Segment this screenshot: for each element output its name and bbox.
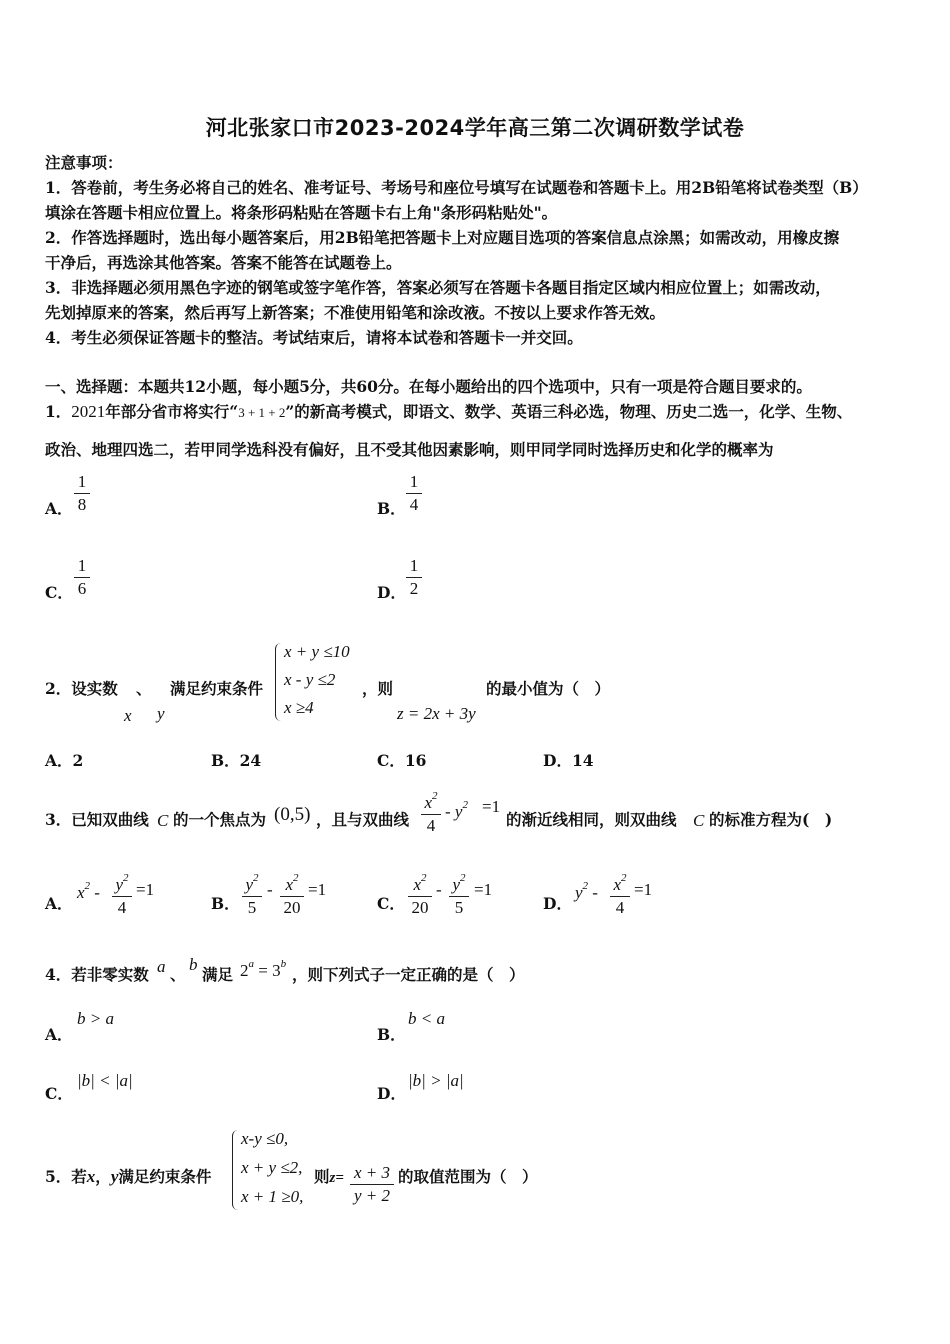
- q4-equation: $2^a = 3^b$: [240, 958, 287, 980]
- q3-prefix: 3．已知双曲线: [45, 810, 149, 829]
- section-heading: 一、选择题：本题共12小题，每小题5分，共60分。在每小题给出的四个选项中，只有一项是符合题目要求的。: [45, 377, 812, 396]
- q2-mid: 满足约束条件: [170, 679, 264, 698]
- notice-line-6: 先划掉原来的答案，然后再写上新答案；不准使用铅笔和涂改液。不按以上要求作答无效。: [45, 303, 666, 322]
- q3-hyperbola-equals: =1: [482, 797, 501, 816]
- q4-option-a-value: b > a: [77, 1009, 114, 1028]
- q2-prefix: 2．设实数: [45, 679, 118, 698]
- q1-text-1: 年部分省市将实行“: [105, 402, 239, 421]
- q1-option-b-fraction: 1 4: [406, 472, 422, 515]
- q4-option-d-value: |b| > |a|: [408, 1071, 464, 1090]
- q1-number: 1．: [45, 402, 72, 421]
- q3-option-d-label: D．: [543, 894, 572, 913]
- q2-then: ，则: [362, 679, 394, 698]
- q4-option-c-value: |b| < |a|: [77, 1071, 133, 1090]
- q3-focus-point: (0,5): [274, 804, 311, 825]
- q3-option-c-label: C．: [377, 894, 405, 913]
- page-title: 河北张家口市2023-2024学年高三第二次调研数学试卷: [205, 116, 745, 140]
- q1-option-b-label: B．: [377, 499, 406, 518]
- q5-objective-fraction: x + 3 y + 2: [350, 1163, 394, 1206]
- q3-option-a-equals: =1: [136, 880, 155, 899]
- q3-option-c-fraction-2: $y^2$ 5: [449, 868, 469, 918]
- q3-option-d-fraction: $x^2$ 4: [610, 868, 630, 918]
- q3-option-b-equals: =1: [308, 880, 327, 899]
- q3-option-d-term: $y^2$ -: [575, 880, 598, 902]
- q4-option-a-label: A．: [45, 1025, 73, 1044]
- q2-option-a: A．2: [45, 751, 84, 770]
- q3-hyperbola-rest: - $y^2$: [445, 799, 468, 821]
- q5-then: 则z=: [314, 1167, 344, 1186]
- q2-constraint-3: x ≥4: [284, 698, 314, 717]
- q4-var-b: b: [189, 955, 198, 974]
- q3-option-d-equals: =1: [634, 880, 653, 899]
- q3-option-c-minus: -: [436, 880, 442, 899]
- q2-var-x: x: [124, 706, 132, 725]
- q3-text-1: 的一个焦点为: [173, 810, 267, 829]
- q4-mid: 满足: [202, 965, 234, 984]
- q1-option-a-label: A．: [45, 499, 73, 518]
- question-5: 5．若x，y满足约束条件: [45, 1167, 212, 1186]
- notice-line-1: 1．答卷前，考生务必将自己的姓名、准考证号、考场号和座位号填写在试题卷和答题卡上。用2B铅笔将试卷类型（B）: [45, 178, 868, 197]
- q1-year: 2021: [71, 402, 106, 421]
- q2-var-y: y: [157, 704, 165, 723]
- q4-option-b-value: b < a: [408, 1009, 445, 1028]
- q5-constraint-2: x + y ≤2,: [241, 1158, 303, 1177]
- q2-objective: z = 2x + 3y: [397, 704, 476, 723]
- q3-option-c-fraction-1: $x^2$ 20: [408, 868, 432, 918]
- notice-line-4: 干净后，再选涂其他答案。答案不能答在试题卷上。: [45, 253, 402, 272]
- q1-option-d-fraction: 1 2: [406, 556, 422, 599]
- q3-text-3: 的渐近线相同，则双曲线: [506, 810, 677, 829]
- q3-curve-c: C: [157, 811, 169, 830]
- q3-curve-c-2: C: [693, 811, 705, 830]
- q1-mode: 3 + 1 + 2: [238, 405, 286, 420]
- q2-option-c: C．16: [377, 751, 427, 770]
- notice-line-2: 填涂在答题卡相应位置上。将条形码粘贴在答题卡右上角"条形码粘贴处"。: [45, 203, 558, 222]
- q2-option-d: D．14: [543, 751, 594, 770]
- q5-constraint-1: x-y ≤0,: [241, 1129, 289, 1148]
- q1-option-d-label: D．: [377, 583, 406, 602]
- q1-option-c-label: C．: [45, 583, 73, 602]
- notice-line-7: 4．考生必须保证答题卡的整洁。考试结束后，请将本试卷和答题卡一并交回。: [45, 328, 583, 347]
- q3-option-c-equals: =1: [474, 880, 493, 899]
- q2-constraint-brace: [275, 643, 282, 721]
- q2-constraint-1: x + y ≤10: [284, 642, 350, 661]
- q4-option-d-label: D．: [377, 1084, 406, 1103]
- q4-prefix: 4．若非零实数: [45, 965, 149, 984]
- q2-option-b: B．24: [211, 751, 262, 770]
- question-1: [45, 400, 852, 422]
- q3-option-b-fraction-2: $x^2$ 20: [280, 868, 304, 918]
- notice-heading: 注意事项：: [45, 153, 123, 172]
- q3-option-b-label: B．: [211, 894, 240, 913]
- q3-text-2: ，且与双曲线: [316, 810, 410, 829]
- q5-constraint-brace: [232, 1130, 239, 1210]
- notice-line-5: 3．非选择题必须用黑色字迹的钢笔或签字笔作答，答案必须写在答题卡各题目指定区域内相应位置上；如需改动，: [45, 278, 831, 297]
- q5-suffix: 的取值范围为（ ）: [398, 1167, 538, 1186]
- q1-text-2: ”的新高考模式，即语文、数学、英语三科必选，物理、历史二选一，化学、生物、: [285, 402, 853, 421]
- q3-option-b-fraction-1: $y^2$ 5: [242, 868, 262, 918]
- q4-var-a: a: [157, 957, 166, 976]
- q2-separator: 、: [136, 679, 152, 698]
- q5-constraint-3: x + 1 ≥0,: [241, 1187, 304, 1206]
- notice-line-3: 2．作答选择题时，选出每小题答案后，用2B铅笔把答题卡上对应题目选项的答案信息点涂黑；如需改动，用橡皮擦: [45, 228, 840, 247]
- q3-option-a-fraction: $y^2$ 4: [112, 868, 132, 918]
- q1-option-a-fraction: 1 8: [74, 472, 90, 515]
- q1-line-2: 政治、地理四选二，若甲同学选科没有偏好，且不受其他因素影响，则甲同学同时选择历史和化学的概率为: [45, 440, 774, 459]
- q2-suffix: 的最小值为（ ）: [486, 679, 611, 698]
- q4-option-c-label: C．: [45, 1084, 73, 1103]
- q3-hyperbola-fraction: $x^2$ 4: [421, 786, 441, 836]
- q4-separator: 、: [170, 965, 186, 984]
- q1-option-c-fraction: 1 6: [74, 556, 90, 599]
- q3-option-a-term: $x^2$ -: [77, 880, 100, 902]
- q3-option-a-label: A．: [45, 894, 73, 913]
- q2-constraint-2: x - y ≤2: [284, 670, 336, 689]
- q4-option-b-label: B．: [377, 1025, 406, 1044]
- q3-text-4: 的标准方程为( ): [709, 810, 833, 829]
- q4-suffix: ，则下列式子一定正确的是（ ）: [292, 965, 525, 984]
- q3-option-b-minus: -: [267, 880, 273, 899]
